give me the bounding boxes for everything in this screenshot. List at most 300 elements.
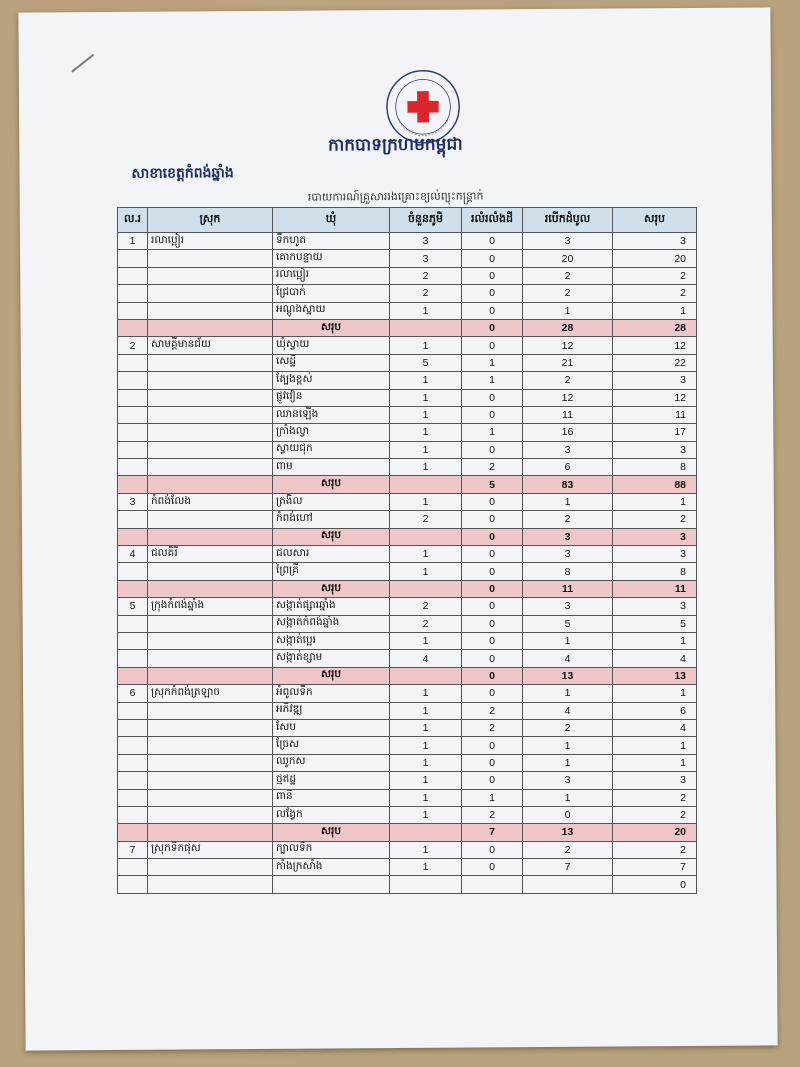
subtotal-total: 3: [613, 528, 697, 545]
organization-name: កាកបាទក្រហមកម្ពុជា: [327, 134, 463, 156]
row-roof: 3: [523, 233, 613, 250]
row-roof: 1: [523, 493, 613, 510]
row-commune: ក្បាលទឹក: [273, 841, 390, 858]
row-villages: 1: [390, 859, 462, 876]
subtotal-roof: 83: [523, 476, 613, 493]
row-total: 7: [613, 859, 697, 876]
row-district: [148, 406, 273, 423]
row-collapsed: 0: [462, 302, 523, 319]
subtotal-label: សរុប: [273, 667, 390, 684]
row-total: 1: [613, 737, 697, 754]
table-row: [118, 772, 697, 789]
row-collapsed: 0: [462, 267, 523, 284]
subtotal-roof: 13: [523, 824, 613, 841]
row-no: [118, 250, 148, 267]
row-no: 3: [118, 493, 148, 510]
row-collapsed: 0: [462, 441, 523, 458]
row-district: [148, 615, 273, 632]
table-row: [118, 233, 697, 250]
row-villages: 1: [390, 772, 462, 789]
subtotal-blank-no: [118, 476, 148, 493]
row-total: 8: [613, 563, 697, 580]
col-header-collapsed: រលំរលំងដី: [462, 208, 523, 233]
row-commune: កំពង់ហៅ: [273, 511, 390, 528]
row-collapsed: 0: [462, 563, 523, 580]
row-roof: 2: [523, 511, 613, 528]
row-total: 12: [613, 337, 697, 354]
row-roof: 4: [523, 702, 613, 719]
row-district: [148, 859, 273, 876]
row-no: [118, 615, 148, 632]
row-villages: 1: [390, 632, 462, 649]
row-commune: ទឹកហូត: [273, 233, 390, 250]
row-no: [118, 406, 148, 423]
row-no: [118, 632, 148, 649]
row-roof: 1: [523, 737, 613, 754]
row-roof: 2: [523, 372, 613, 389]
row-no: [118, 806, 148, 823]
row-district: [148, 650, 273, 667]
table-row: [118, 424, 697, 441]
row-collapsed: 0: [462, 685, 523, 702]
row-villages: 5: [390, 354, 462, 371]
row-no: [118, 719, 148, 736]
table-row: [118, 737, 697, 754]
row-no: 5: [118, 598, 148, 615]
subtotal-blank-no: [118, 319, 148, 336]
row-villages: 1: [390, 789, 462, 806]
row-collapsed: 1: [462, 372, 523, 389]
subtotal-blank-district: [148, 667, 273, 684]
row-total: 3: [613, 441, 697, 458]
row-roof: 6: [523, 459, 613, 476]
row-villages: 4: [390, 650, 462, 667]
col-header-no: ល.រ: [118, 208, 148, 233]
row-collapsed: [462, 876, 523, 893]
table-row: [118, 876, 697, 893]
row-no: [118, 285, 148, 302]
row-no: [118, 737, 148, 754]
row-commune: រលាប្អៀរ: [273, 267, 390, 284]
row-total: 4: [613, 650, 697, 667]
row-district: [148, 424, 273, 441]
row-district: [148, 250, 273, 267]
row-commune: ផ្លូវវៀន: [273, 389, 390, 406]
row-no: [118, 354, 148, 371]
row-commune: ស្វាយជុក: [273, 441, 390, 458]
row-collapsed: 1: [462, 354, 523, 371]
row-commune: អណ្តូងស្នាយ: [273, 302, 390, 319]
row-total: 2: [613, 841, 697, 858]
row-roof: [523, 876, 613, 893]
row-no: [118, 650, 148, 667]
row-roof: 0: [523, 806, 613, 823]
row-commune: [273, 876, 390, 893]
subtotal-blank-villages: [390, 824, 462, 841]
row-district: ជលគិរី: [148, 546, 273, 563]
table-row: [118, 250, 697, 267]
row-roof: 2: [523, 267, 613, 284]
subtotal-blank-district: [148, 528, 273, 545]
row-collapsed: 0: [462, 632, 523, 649]
row-district: រលាប្អៀរ: [148, 233, 273, 250]
row-roof: 2: [523, 841, 613, 858]
row-total: 3: [613, 372, 697, 389]
row-district: [148, 389, 273, 406]
row-roof: 3: [523, 772, 613, 789]
row-commune: ក្រាំងល្វា: [273, 424, 390, 441]
row-district: [148, 702, 273, 719]
damage-report-table: [117, 207, 697, 894]
row-commune: ថ្មឥដ្ឋ: [273, 772, 390, 789]
table-row: [118, 650, 697, 667]
row-total: 2: [613, 806, 697, 823]
table-row: [118, 859, 697, 876]
row-total: 22: [613, 354, 697, 371]
row-total: 12: [613, 389, 697, 406]
row-no: [118, 511, 148, 528]
row-total: 2: [613, 267, 697, 284]
row-no: [118, 754, 148, 771]
row-roof: 11: [523, 406, 613, 423]
row-collapsed: 0: [462, 250, 523, 267]
row-district: [148, 806, 273, 823]
row-district: [148, 459, 273, 476]
row-roof: 3: [523, 546, 613, 563]
row-collapsed: 0: [462, 406, 523, 423]
table-row: [118, 789, 697, 806]
table-row: [118, 267, 697, 284]
subtotal-total: 28: [613, 319, 697, 336]
row-no: [118, 459, 148, 476]
row-collapsed: 1: [462, 789, 523, 806]
row-total: 3: [613, 598, 697, 615]
row-total: 11: [613, 406, 697, 423]
row-commune: ពានី: [273, 789, 390, 806]
row-no: [118, 372, 148, 389]
row-roof: 8: [523, 563, 613, 580]
report-subtitle: របាយការណ៍គ្រួសាររងគ្រោះខ្យល់ព្យុះកន្ត្រាក់: [307, 189, 484, 204]
subtotal-collapsed: 0: [462, 580, 523, 597]
row-no: [118, 772, 148, 789]
subtotal-row: [118, 580, 697, 597]
table-row: [118, 354, 697, 371]
row-district: [148, 441, 273, 458]
row-district: [148, 563, 273, 580]
row-villages: 1: [390, 719, 462, 736]
subtotal-blank-district: [148, 319, 273, 336]
row-district: [148, 302, 273, 319]
row-district: [148, 511, 273, 528]
row-collapsed: 0: [462, 841, 523, 858]
row-commune: អំពូលទឹក: [273, 685, 390, 702]
row-no: 1: [118, 233, 148, 250]
subtotal-total: 20: [613, 824, 697, 841]
row-district: [148, 789, 273, 806]
table-row: [118, 372, 697, 389]
row-district: [148, 354, 273, 371]
row-total: 2: [613, 789, 697, 806]
row-total: 1: [613, 493, 697, 510]
subtotal-roof: 13: [523, 667, 613, 684]
row-roof: 1: [523, 789, 613, 806]
row-roof: 1: [523, 685, 613, 702]
subtotal-label: សរុប: [273, 824, 390, 841]
row-villages: 1: [390, 389, 462, 406]
row-total: 0: [613, 876, 697, 893]
subtotal-blank-no: [118, 824, 148, 841]
subtotal-total: 88: [613, 476, 697, 493]
table-row: [118, 511, 697, 528]
row-total: 1: [613, 754, 697, 771]
table-row: [118, 615, 697, 632]
row-total: 20: [613, 250, 697, 267]
col-header-villages: ចំនួនភូមិ: [390, 208, 462, 233]
row-villages: 1: [390, 493, 462, 510]
row-commune: លង្វែក: [273, 806, 390, 823]
subtotal-blank-villages: [390, 667, 462, 684]
subtotal-blank-district: [148, 824, 273, 841]
table-row: [118, 598, 697, 615]
table-row: [118, 546, 697, 563]
row-villages: 1: [390, 302, 462, 319]
table-row: [118, 285, 697, 302]
subtotal-label: សរុប: [273, 476, 390, 493]
subtotal-blank-district: [148, 476, 273, 493]
subtotal-blank-no: [118, 667, 148, 684]
row-no: [118, 389, 148, 406]
row-commune: ឈូកស: [273, 754, 390, 771]
table-row: [118, 685, 697, 702]
subtotal-blank-villages: [390, 319, 462, 336]
table-row: [118, 806, 697, 823]
row-district: [148, 285, 273, 302]
row-roof: 21: [523, 354, 613, 371]
row-commune: សង្កាត់ខ្សាម: [273, 650, 390, 667]
row-no: 4: [118, 546, 148, 563]
row-commune: ព្រៃគ្រី: [273, 563, 390, 580]
table-row: [118, 702, 697, 719]
row-collapsed: 0: [462, 233, 523, 250]
subtotal-blank-villages: [390, 580, 462, 597]
row-roof: 1: [523, 632, 613, 649]
row-roof: 7: [523, 859, 613, 876]
row-roof: 1: [523, 302, 613, 319]
table-header-row: [118, 208, 697, 233]
row-collapsed: 1: [462, 424, 523, 441]
row-roof: 12: [523, 389, 613, 406]
row-commune: ឃុំស្វាយ: [273, 337, 390, 354]
row-collapsed: 0: [462, 650, 523, 667]
row-collapsed: 0: [462, 615, 523, 632]
row-villages: 1: [390, 337, 462, 354]
col-header-total: សរុប: [613, 208, 697, 233]
row-commune: ឈានឡើង: [273, 406, 390, 423]
subtotal-row: [118, 667, 697, 684]
row-roof: 2: [523, 285, 613, 302]
subtotal-blank-no: [118, 528, 148, 545]
table-row: [118, 493, 697, 510]
row-villages: 1: [390, 702, 462, 719]
table-row: [118, 406, 697, 423]
row-collapsed: 0: [462, 754, 523, 771]
row-total: 3: [613, 233, 697, 250]
row-collapsed: 0: [462, 598, 523, 615]
row-collapsed: 0: [462, 546, 523, 563]
row-villages: 1: [390, 441, 462, 458]
row-roof: 16: [523, 424, 613, 441]
row-district: [148, 772, 273, 789]
row-commune: សង្កាត់ប្អេរ: [273, 632, 390, 649]
row-villages: 2: [390, 511, 462, 528]
subtotal-roof: 11: [523, 580, 613, 597]
row-no: [118, 789, 148, 806]
row-total: 6: [613, 702, 697, 719]
row-collapsed: 2: [462, 806, 523, 823]
table-row: [118, 754, 697, 771]
col-header-roof: របើកដំបូល: [523, 208, 613, 233]
subtotal-total: 13: [613, 667, 697, 684]
table-row: [118, 441, 697, 458]
subtotal-total: 11: [613, 580, 697, 597]
row-collapsed: 0: [462, 511, 523, 528]
row-district: ក្រុងកំពង់ឆ្នាំង: [148, 598, 273, 615]
row-district: សាមគ្គីមានជ័យ: [148, 337, 273, 354]
row-roof: 2: [523, 719, 613, 736]
row-no: [118, 859, 148, 876]
row-commune: កាំងក្រសាំង: [273, 859, 390, 876]
row-commune: ត្បែងខ្ពស់: [273, 372, 390, 389]
row-commune: សង្កាត់កំពង់ឆ្នាំង: [273, 615, 390, 632]
row-total: 2: [613, 285, 697, 302]
row-villages: 1: [390, 372, 462, 389]
row-villages: 2: [390, 267, 462, 284]
row-total: 1: [613, 685, 697, 702]
row-villages: [390, 876, 462, 893]
table-row: [118, 841, 697, 858]
row-district: [148, 719, 273, 736]
row-villages: 2: [390, 598, 462, 615]
row-villages: 1: [390, 424, 462, 441]
row-total: 3: [613, 772, 697, 789]
staple-mark: [71, 54, 94, 73]
table-row: [118, 632, 697, 649]
row-total: 3: [613, 546, 697, 563]
row-collapsed: 2: [462, 459, 523, 476]
row-no: [118, 876, 148, 893]
table-row: [118, 302, 697, 319]
subtotal-collapsed: 0: [462, 319, 523, 336]
row-total: 5: [613, 615, 697, 632]
row-no: [118, 267, 148, 284]
row-roof: 20: [523, 250, 613, 267]
row-total: 1: [613, 632, 697, 649]
row-total: 2: [613, 511, 697, 528]
row-collapsed: 0: [462, 772, 523, 789]
subtotal-roof: 28: [523, 319, 613, 336]
row-villages: 3: [390, 250, 462, 267]
row-commune: ពាម: [273, 459, 390, 476]
row-villages: 1: [390, 841, 462, 858]
row-villages: 1: [390, 406, 462, 423]
row-district: [148, 632, 273, 649]
row-commune: សេដ្ឋី: [273, 354, 390, 371]
row-total: 8: [613, 459, 697, 476]
row-no: 7: [118, 841, 148, 858]
row-commune: ជលសារ: [273, 546, 390, 563]
row-collapsed: 0: [462, 493, 523, 510]
row-commune: ជ្រៃបាក់: [273, 285, 390, 302]
row-no: [118, 702, 148, 719]
branch-name: សាខាខេត្តកំពង់ឆ្នាំង: [131, 165, 234, 182]
row-collapsed: 0: [462, 859, 523, 876]
row-villages: 1: [390, 546, 462, 563]
table-row: [118, 389, 697, 406]
row-villages: 1: [390, 563, 462, 580]
row-collapsed: 0: [462, 389, 523, 406]
subtotal-collapsed: 7: [462, 824, 523, 841]
row-district: [148, 267, 273, 284]
row-roof: 12: [523, 337, 613, 354]
row-no: 6: [118, 685, 148, 702]
row-commune: ច្រែស: [273, 737, 390, 754]
row-no: [118, 424, 148, 441]
row-villages: 1: [390, 685, 462, 702]
row-roof: 5: [523, 615, 613, 632]
subtotal-blank-villages: [390, 476, 462, 493]
row-villages: 2: [390, 615, 462, 632]
row-district: [148, 876, 273, 893]
row-total: 4: [613, 719, 697, 736]
subtotal-label: សរុប: [273, 319, 390, 336]
row-no: [118, 302, 148, 319]
row-commune: គោកបន្ទាយ: [273, 250, 390, 267]
row-commune: សែប: [273, 719, 390, 736]
row-commune: ត្រងិល: [273, 493, 390, 510]
row-total: 17: [613, 424, 697, 441]
row-villages: 1: [390, 806, 462, 823]
subtotal-row: [118, 824, 697, 841]
row-commune: អភិវឌ្ឍ: [273, 702, 390, 719]
row-villages: 2: [390, 285, 462, 302]
subtotal-collapsed: 5: [462, 476, 523, 493]
row-no: 2: [118, 337, 148, 354]
row-district: ស្រុកទឹកផុស: [148, 841, 273, 858]
row-commune: សង្កាត់ផ្សារឆ្នាំង: [273, 598, 390, 615]
row-collapsed: 0: [462, 285, 523, 302]
row-roof: 3: [523, 598, 613, 615]
subtotal-label: សរុប: [273, 580, 390, 597]
subtotal-label: សរុប: [273, 528, 390, 545]
table-row: [118, 719, 697, 736]
table-row: [118, 337, 697, 354]
row-no: [118, 441, 148, 458]
row-district: ស្រុកកំពង់ត្រឡាច: [148, 685, 273, 702]
row-villages: 1: [390, 459, 462, 476]
row-district: កំពង់លែង: [148, 493, 273, 510]
subtotal-row: [118, 476, 697, 493]
row-collapsed: 2: [462, 719, 523, 736]
row-villages: 3: [390, 233, 462, 250]
col-header-district: ស្រុក: [148, 208, 273, 233]
row-district: [148, 372, 273, 389]
col-header-commune: ឃុំ: [273, 208, 390, 233]
row-villages: 1: [390, 737, 462, 754]
row-total: 1: [613, 302, 697, 319]
table-row: [118, 459, 697, 476]
row-roof: 1: [523, 754, 613, 771]
subtotal-blank-district: [148, 580, 273, 597]
